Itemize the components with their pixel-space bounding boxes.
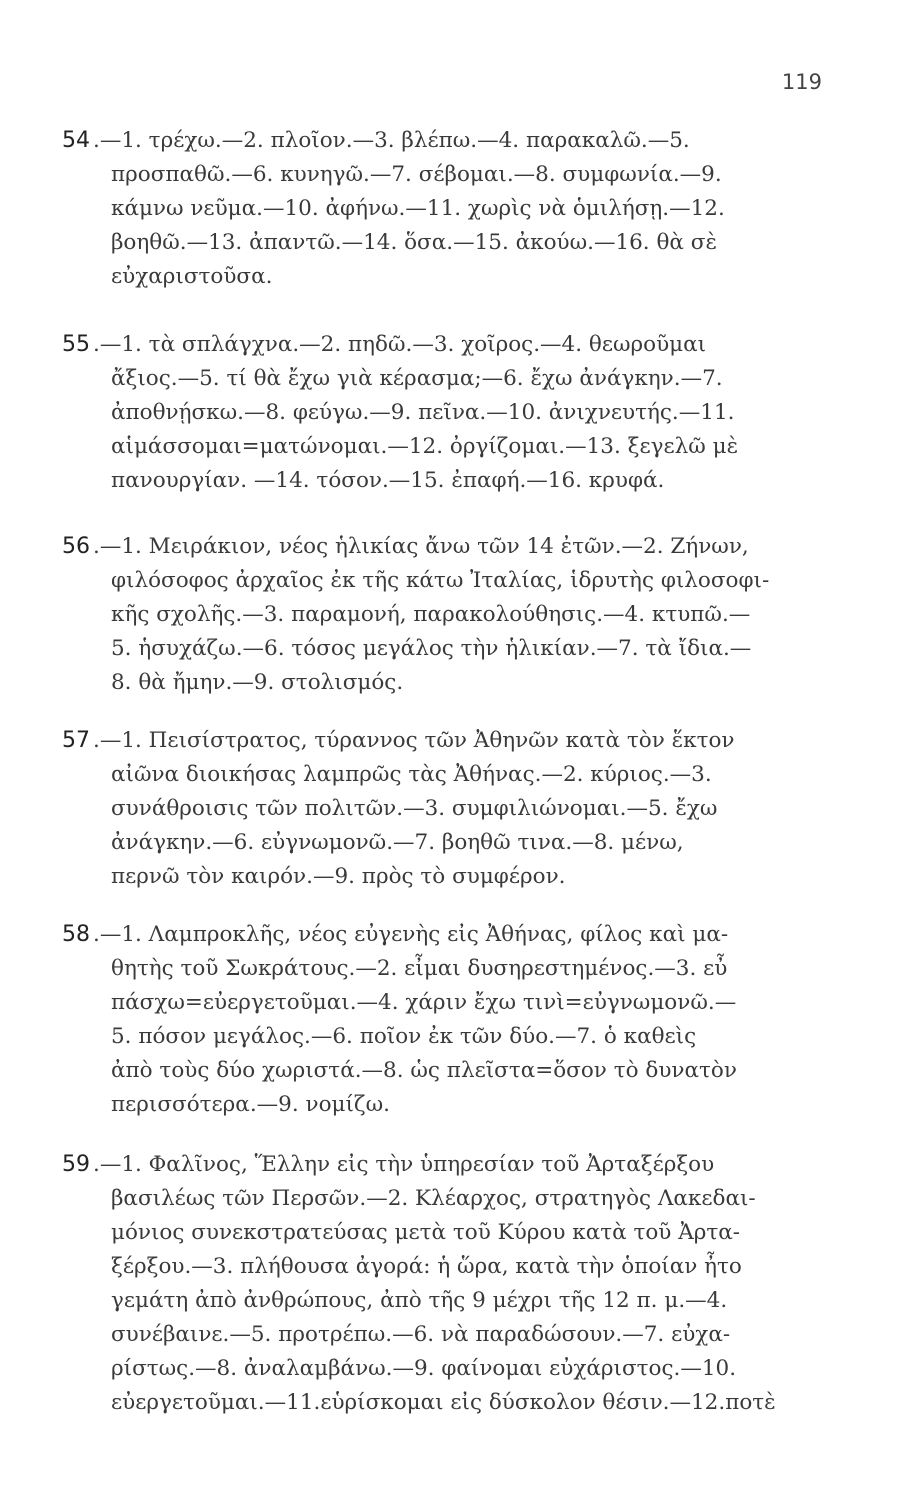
- entry-number: 59: [62, 1152, 90, 1177]
- entry-line: .—1. τρέχω.—2. πλοῖον.—3. βλέπω.—4. παρακαλῶ.—5.: [93, 128, 690, 153]
- entry-line: ἀπὸ τοὺς δύο χωριστά.—8. ὡς πλεῖστα=ὅσον τὸ δυνατὸν: [111, 1058, 737, 1083]
- entry-line: .—1. Λαμπροκλῆς, νέος εὐγενὴς εἰς Ἀθήνας, φίλος καὶ μα-: [93, 922, 729, 947]
- entry-line: θητὴς τοῦ Σωκράτους.—2. εἶμαι δυσηρεστημένος.—3. εὖ: [111, 956, 728, 981]
- entry-number: 54: [62, 128, 90, 153]
- entry-line: περνῶ τὸν καιρόν.—9. πρὸς τὸ συμφέρον.: [111, 864, 566, 889]
- entry-line: ἀποθνῄσκω.—8. φεύγω.—9. πεῖνα.—10. ἀνιχνευτής.—11.: [111, 400, 735, 425]
- entry-number: 58: [62, 922, 90, 947]
- entry-line: αἱμάσσομαι=ματώνομαι.—12. ὀργίζομαι.—13. ξεγελῶ μὲ: [111, 434, 739, 459]
- page-number: 119: [781, 70, 822, 94]
- entry-line: γεμάτη ἀπὸ ἀνθρώπους, ἀπὸ τῆς 9 μέχρι τῆς 12 π. μ.—4.: [111, 1288, 728, 1313]
- entry-line: ἀνάγκην.—6. εὐγνωμονῶ.—7. βοηθῶ τινα.—8. μένω,: [111, 830, 684, 855]
- entry-line: .—1. Πεισίστρατος, τύραννος τῶν Ἀθηνῶν κατὰ τὸν ἕκτον: [93, 728, 735, 753]
- entry-line: προσπαθῶ.—6. κυνηγῶ.—7. σέβομαι.—8. συμφωνία.—9.: [111, 162, 722, 187]
- entry-number: 56: [62, 534, 90, 559]
- entry-line: μόνιος συνεκστρατεύσας μετὰ τοῦ Κύρου κατὰ τοῦ Ἀρτα-: [111, 1220, 741, 1245]
- entry-line: εὐεργετοῦμαι.—11.εὑρίσκομαι εἰς δύσκολον θέσιν.—12.ποτὲ: [111, 1390, 776, 1415]
- entry-line: ἄξιος.—5. τί θὰ ἔχω γιὰ κέρασμα;—6. ἔχω ἀνάγκην.—7.: [111, 366, 723, 391]
- entry-line: συνέβαινε.—5. προτρέπω.—6. νὰ παραδώσουν.—7. εὐχα-: [111, 1322, 731, 1347]
- entry-line: .—1. Φαλῖνος, Ἕλλην εἰς τὴν ὑπηρεσίαν τοῦ Ἀρταξέρξου: [93, 1152, 715, 1177]
- entry-line: ξέρξου.—3. πλήθουσα ἀγορά: ἡ ὥρα, κατὰ τὴν ὁποίαν ἦτο: [111, 1254, 742, 1279]
- entry-line: φιλόσοφος ἀρχαῖος ἐκ τῆς κάτω Ἰταλίας, ἱδρυτὴς φιλοσοφι-: [111, 568, 770, 593]
- entry-line: βασιλέως τῶν Περσῶν.—2. Κλέαρχος, στρατηγὸς Λακεδαι-: [111, 1186, 756, 1211]
- entry-line: 5. πόσον μεγάλος.—6. ποῖον ἐκ τῶν δύο.—7. ὁ καθεὶς: [111, 1024, 697, 1049]
- entry-line: .—1. Μειράκιον, νέος ἡλικίας ἄνω τῶν 14 ἐτῶν.—2. Ζήνων,: [93, 534, 749, 559]
- entry-line: κῆς σχολῆς.—3. παραμονή, παρακολούθησις.—4. κτυπῶ.—: [111, 602, 751, 627]
- entry-line: ρίστως.—8. ἀναλαμβάνω.—9. φαίνομαι εὐχάριστος.—10.: [111, 1356, 737, 1381]
- entry-line: περισσότερα.—9. νομίζω.: [111, 1092, 390, 1117]
- entry-line: 5. ἡσυχάζω.—6. τόσος μεγάλος τὴν ἡλικίαν.—7. τὰ ἴδια.—: [111, 636, 752, 661]
- entry-number: 57: [62, 728, 90, 753]
- entry-line: εὐχαριστοῦσα.: [111, 264, 273, 289]
- entry-number: 55: [62, 332, 90, 357]
- entry-line: κάμνω νεῦμα.—10. ἀφήνω.—11. χωρὶς νὰ ὁμιλήσῃ.—12.: [111, 196, 725, 221]
- entry-line: βοηθῶ.—13. ἀπαντῶ.—14. ὅσα.—15. ἀκούω.—16. θὰ σὲ: [111, 230, 717, 255]
- entry-line: πάσχω=εὐεργετοῦμαι.—4. χάριν ἔχω τινὶ=εὐγνωμονῶ.—: [111, 990, 737, 1015]
- entry-line: αἰῶνα διοικήσας λαμπρῶς τὰς Ἀθήνας.—2. κύριος.—3.: [111, 762, 712, 787]
- entry-line: 8. θὰ ἤμην.—9. στολισμός.: [111, 670, 404, 695]
- entry-line: .—1. τὰ σπλάγχνα.—2. πηδῶ.—3. χοῖρος.—4. θεωροῦμαι: [93, 332, 707, 357]
- entry-line: πανουργίαν. —14. τόσον.—15. ἐπαφή.—16. κρυφά.: [111, 468, 665, 493]
- entry-line: συνάθροισις τῶν πολιτῶν.—3. συμφιλιώνομαι.—5. ἔχω: [111, 796, 718, 821]
